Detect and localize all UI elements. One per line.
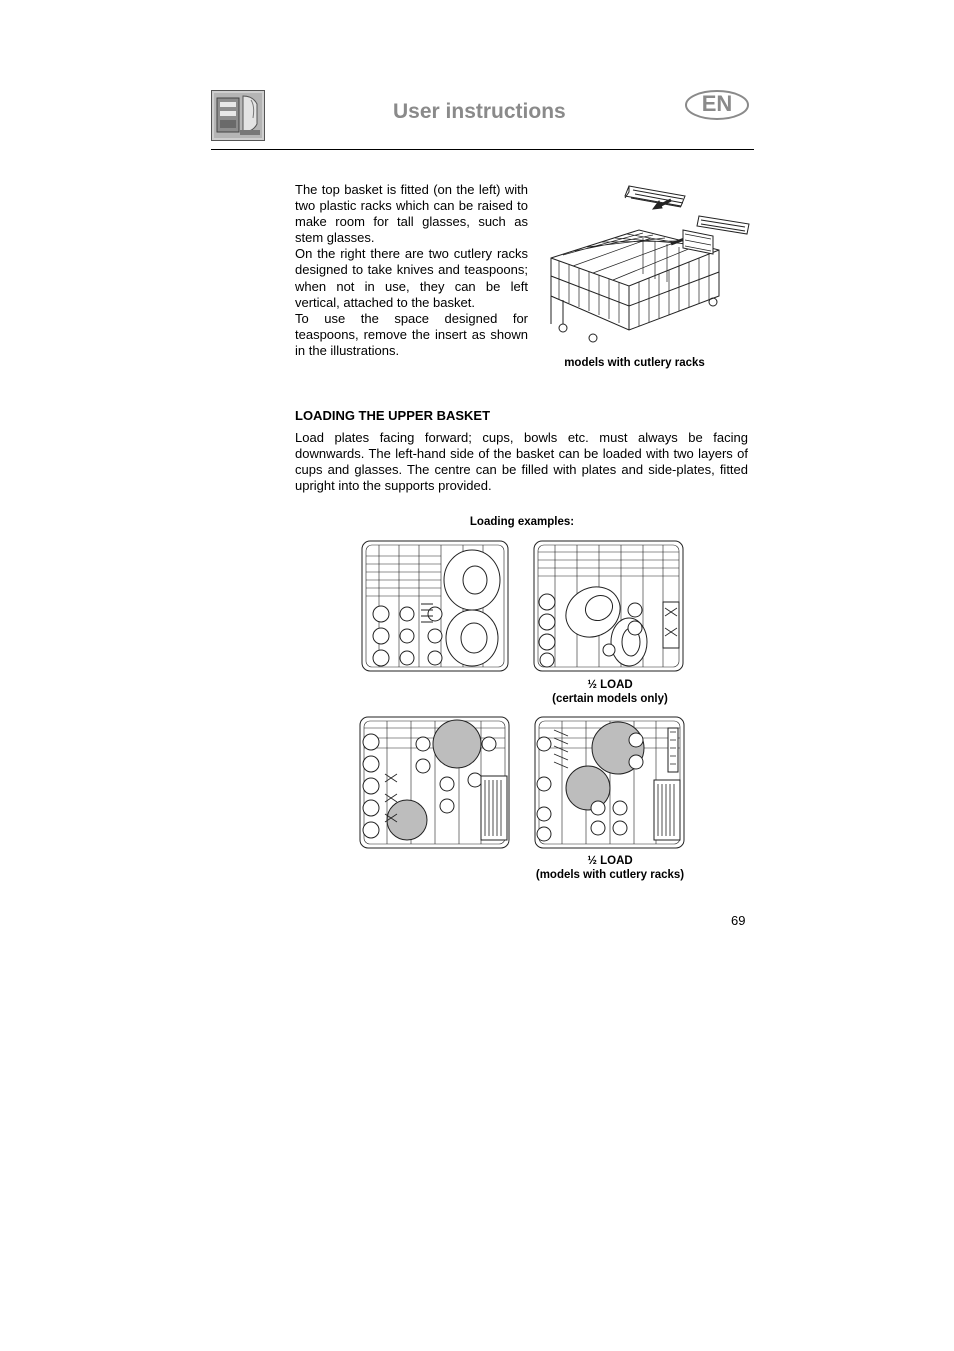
cutlery-rack-icon (481, 776, 507, 840)
rack-full-load-cutlery-illustration (357, 714, 512, 851)
language-code: EN (701, 91, 733, 116)
cutlery-rack-icon (668, 728, 678, 772)
intro-paragraph: On the right there are two cutlery racks designed to take knives and teaspoons; when not in use, they can be left vertical, attached to the basket. (295, 246, 528, 310)
page-title: User instructions (393, 100, 566, 123)
cutlery-rack-icon (654, 780, 680, 840)
half-load-title: ½ LOAD (587, 855, 633, 867)
language-badge (684, 89, 750, 121)
half-load-note: (models with cutlery racks) (535, 869, 685, 881)
wheel-icon (709, 298, 717, 306)
half-load-caption (520, 678, 700, 706)
page-number: 69 (731, 913, 746, 928)
section-heading: LOADING THE UPPER BASKET (295, 408, 491, 423)
upper-basket-illustration (543, 178, 753, 348)
wheel-icon (559, 324, 567, 332)
wheel-icon (589, 334, 597, 342)
rack-half-load-cutlery-illustration (532, 714, 687, 851)
cutlery-rack-icon (663, 602, 679, 648)
cutlery-insert-icon (625, 186, 685, 207)
dishwasher-logo-icon (211, 90, 265, 141)
intro-text (295, 182, 528, 359)
rack-full-load-illustration (359, 538, 511, 674)
intro-paragraph: To use the space designed for teaspoons, remove the insert as shown in the illustrations. (295, 310, 528, 358)
figure-caption: models with cutlery racks (564, 357, 705, 369)
intro-paragraph: The top basket is fitted (on the left) with two plastic racks which can be raised to make room for tall glasses, such as stem glasses. (295, 182, 528, 246)
header-divider (211, 149, 754, 150)
rack-half-load-illustration (531, 538, 686, 674)
cutlery-insert-icon (697, 216, 749, 234)
half-load-note: (certain models only) (552, 693, 668, 705)
loading-examples-caption: Loading examples: (469, 516, 575, 528)
half-load-caption (520, 854, 700, 882)
section-body: Load plates facing forward; cups, bowls etc. must always be facing downwards. The left-hand side of the basket can be loaded with two layers of cups and glasses. The centre can be filled with plates and side-plates, fitted upright into the supports provided. (295, 430, 748, 494)
half-load-title: ½ LOAD (587, 679, 633, 691)
